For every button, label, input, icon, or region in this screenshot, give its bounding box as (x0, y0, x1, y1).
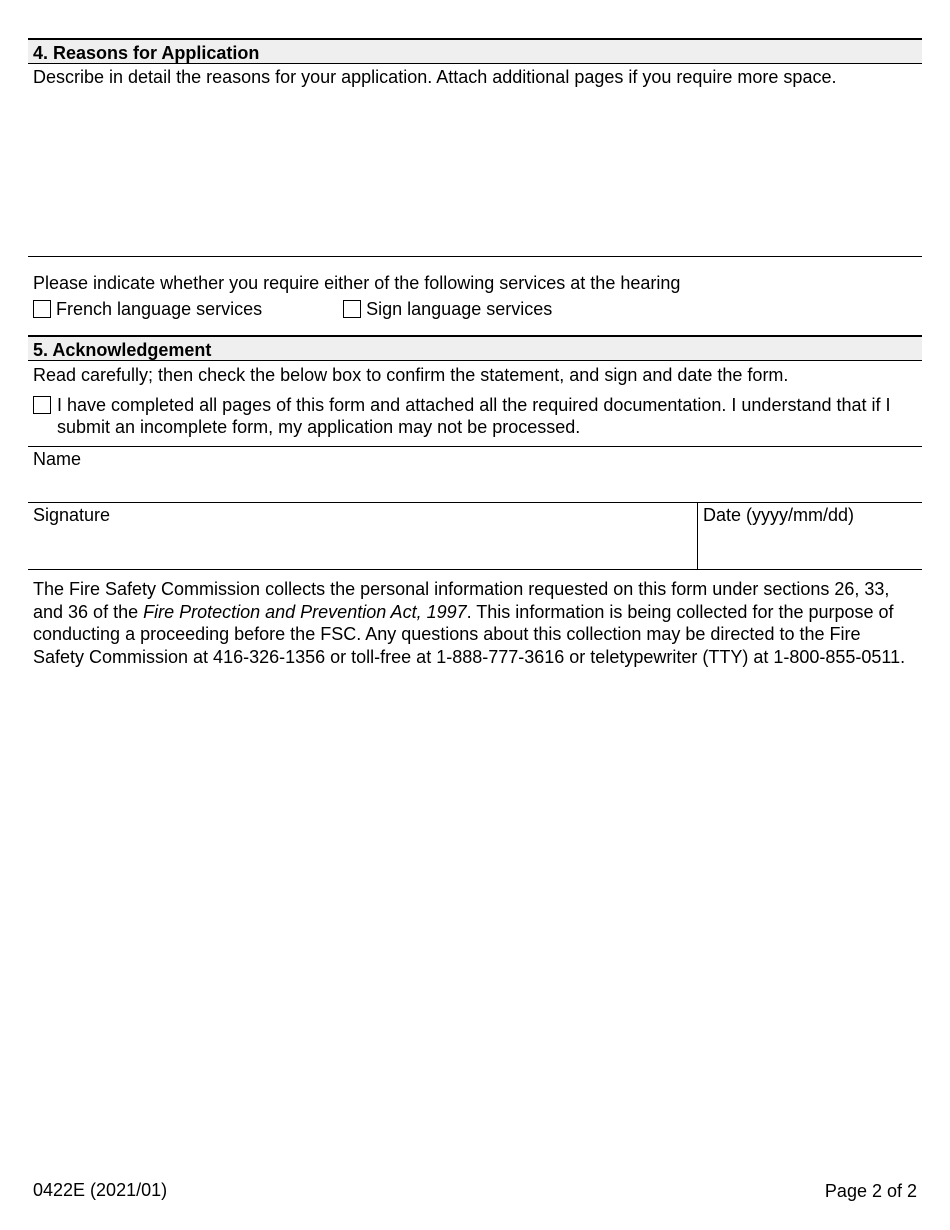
act-name: Fire Protection and Prevention Act, 1997 (143, 601, 467, 622)
privacy-notice (28, 570, 913, 668)
acknowledgement-row (28, 387, 922, 447)
french-language-option[interactable] (33, 298, 262, 320)
name-label: Name (33, 449, 82, 469)
sign-language-option[interactable] (343, 298, 552, 320)
form-code: 0422E (2021/01) (33, 1180, 168, 1200)
signature-field[interactable] (28, 503, 698, 569)
page-number: Page 2 of 2 (824, 1181, 917, 1201)
acknowledgement-statement: I have completed all pages of this form and attached all the required documentation. I understand that if I submit an incomplete form, my application may not be processed. (57, 395, 891, 437)
signature-date-row (28, 503, 922, 570)
sign-language-label: Sign language services (366, 299, 553, 319)
french-language-label: French language services (56, 299, 263, 319)
signature-label: Signature (33, 505, 111, 525)
section-5-title: 5. Acknowledgement (33, 340, 212, 360)
notice-text-1: The Fire Safety Commission collects the personal information requested on this form under sections 26, 33, and 36 of the (33, 579, 890, 622)
application-form-page (28, 38, 922, 668)
services-prompt: Please indicate whether you require either of the following services at the hearing (33, 273, 681, 293)
reasons-instruction: Describe in detail the reasons for your application. Attach additional pages if you require more space. (33, 67, 837, 87)
acknowledgement-instruction: Read carefully; then check the below box to confirm the statement, and sign and date the form. (33, 365, 789, 385)
french-language-checkbox[interactable] (33, 300, 51, 318)
services-options (28, 298, 922, 320)
hearing-services (28, 257, 922, 335)
section-4-header (28, 38, 922, 64)
reasons-field[interactable] (28, 64, 922, 257)
date-label: Date (yyyy/mm/dd) (703, 505, 855, 525)
section-4-title: 4. Reasons for Application (33, 43, 260, 63)
date-field[interactable] (698, 503, 922, 569)
section-5-header (28, 335, 922, 361)
acknowledgement-checkbox[interactable] (33, 396, 51, 414)
notice-text-2: . This information is being collected for the purpose of conducting a proceeding before the FSC. Any questions about this collection may be directed to the Fire Safety Commission at 416-326-1356 or toll-free at 1-888-777-3616 or teletypewriter (TTY) at 1-800-855-0511. (33, 601, 906, 667)
name-field[interactable] (28, 447, 922, 503)
sign-language-checkbox[interactable] (343, 300, 361, 318)
